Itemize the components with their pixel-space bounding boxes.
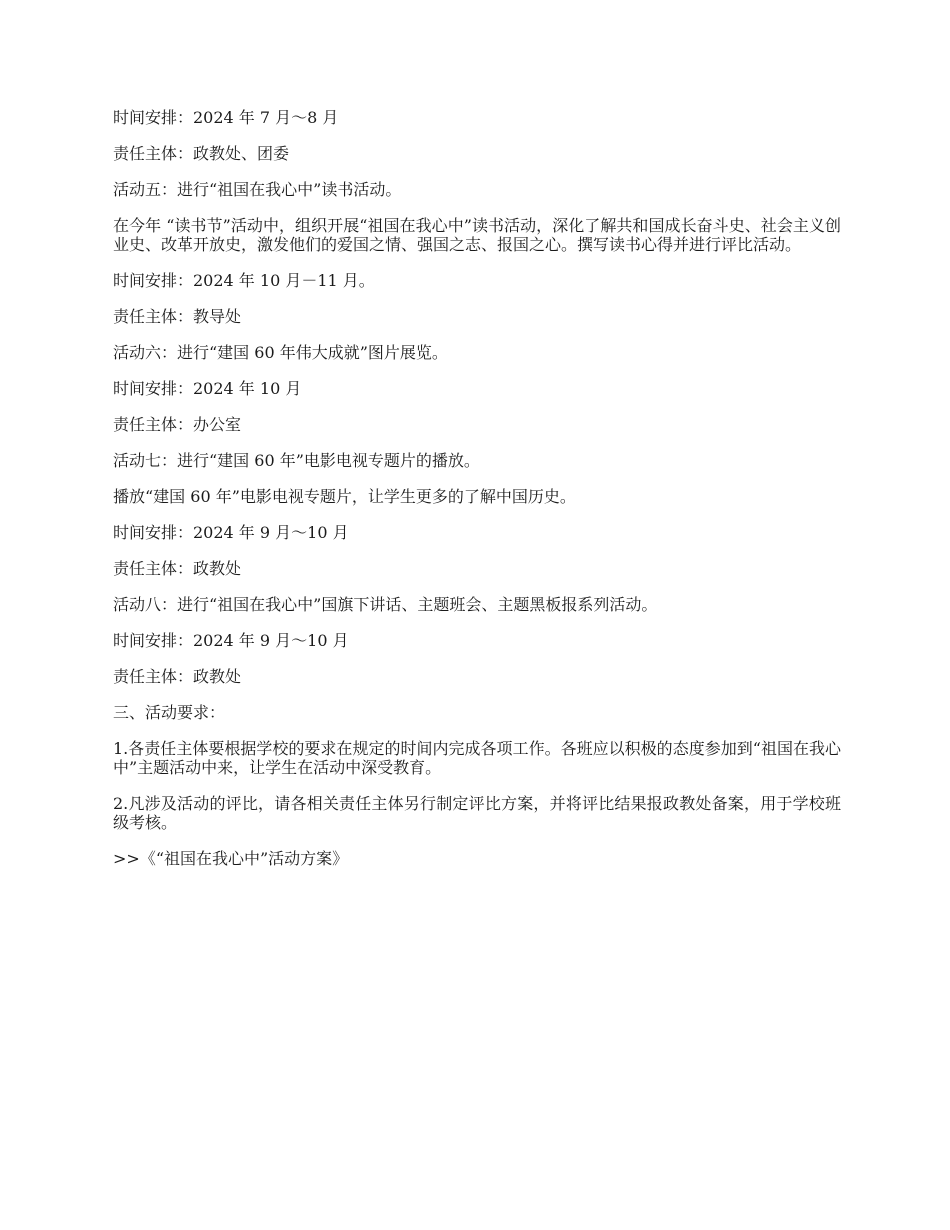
related-article-link[interactable]: >>《“祖国在我心中”活动方案》 — [113, 849, 349, 868]
schedule-line-activity-six: 时间安排：2024 年 10 月 — [113, 379, 302, 398]
activity-eight-heading: 活动八：进行“祖国在我心中”国旗下讲话、主题班会、主题黑板报系列活动。 — [113, 595, 658, 614]
document-body — [113, 108, 841, 885]
activity-seven-heading: 活动七：进行“建国 60 年”电影电视专题片的播放。 — [113, 451, 480, 470]
activity-six-heading: 活动六：进行“建国 60 年伟大成就”图片展览。 — [113, 343, 448, 362]
section-three-heading: 三、活动要求： — [113, 703, 226, 722]
responsible-line-activity-four: 责任主体：政教处、团委 — [113, 144, 290, 163]
activity-seven-description: 播放“建国 60 年”电影电视专题片，让学生更多的了解中国历史。 — [113, 487, 576, 506]
responsible-line-activity-five: 责任主体：教导处 — [113, 307, 242, 326]
schedule-line-activity-eight: 时间安排：2024 年 9 月～10 月 — [113, 631, 349, 650]
schedule-line-activity-five: 时间安排：2024 年 10 月－11 月。 — [113, 271, 375, 290]
requirement-one: 1.各责任主体要根据学校的要求在规定的时间内完成各项工作。各班应以积极的态度参加到“祖国在我心中”主题活动中来，让学生在活动中深受教育。 — [113, 739, 841, 777]
responsible-line-activity-six: 责任主体：办公室 — [113, 415, 242, 434]
activity-five-heading: 活动五：进行“祖国在我心中”读书活动。 — [113, 180, 402, 199]
schedule-line-activity-four: 时间安排：2024 年 7 月～8 月 — [113, 108, 339, 127]
activity-five-description: 在今年 “读书节”活动中，组织开展“祖国在我心中”读书活动，深化了解共和国成长奋斗史、社会主义创业史、改革开放史，激发他们的爱国之情、强国之志、报国之心。撰写读书心得并进行评比活动。 — [113, 216, 841, 254]
schedule-line-activity-seven: 时间安排：2024 年 9 月～10 月 — [113, 523, 349, 542]
responsible-line-activity-seven: 责任主体：政教处 — [113, 559, 242, 578]
requirement-two: 2.凡涉及活动的评比，请各相关责任主体另行制定评比方案，并将评比结果报政教处备案，用于学校班级考核。 — [113, 794, 841, 832]
responsible-line-activity-eight: 责任主体：政教处 — [113, 667, 242, 686]
